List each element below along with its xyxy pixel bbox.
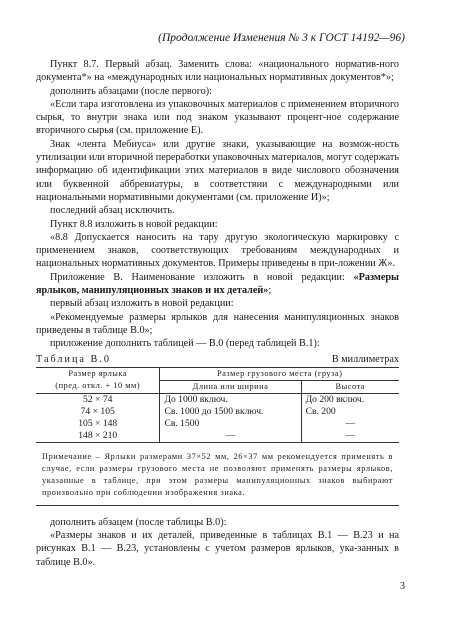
cell-length: — — [160, 430, 301, 443]
table-row — [36, 406, 399, 418]
cell-label-size: 148 × 210 — [36, 430, 160, 443]
cell-height: — — [345, 429, 356, 441]
table-row — [36, 393, 399, 406]
paragraph: Знак «лента Мебиуса» или другие знаки, указывающие на возмож-ность утилизации или вторичной переработки упаковочных материалов, могут содержать информацию об идентификации этих материалов в виде числового обозначения или буквенной аббревиатуры, в соответствии с международными или национальными нормативными документами (см. приложение И)»; — [36, 138, 399, 203]
paragraph: дополнить абзацем (после таблицы В.0): — [50, 516, 227, 528]
group-header: Размер грузового места (груза) — [160, 367, 399, 380]
table-units: В миллиметрах — [331, 353, 399, 365]
cell-label-size: 52 × 74 — [36, 393, 160, 406]
col-length-header: Длина или ширина — [160, 380, 301, 393]
table-row — [36, 418, 399, 430]
paragraph: «Если тара изготовлена из упаковочных материалов с применением вторичного сырья, то внутри знака или под знаком указывают процент-ное содержание вторичного сырья (см. приложение Е). — [36, 98, 399, 137]
cell-height: — — [345, 417, 356, 429]
cell-length: До 1000 включ. — [160, 393, 301, 406]
cell-length: Св. 1500 — [160, 418, 301, 430]
running-header: (Продолжение Изменения № 3 к ГОСТ 14192—96) — [158, 32, 405, 44]
paragraph: Пункт 8.7. Первый абзац. Заменить слова: «национального норматив-ного документа*» на «международных или национальных нормативных документов*»; — [36, 59, 399, 84]
col-label-line1: Размер ярлыка — [68, 368, 128, 378]
cell-length: Св. 1000 до 1500 включ. — [160, 406, 301, 418]
page-number: 3 — [400, 581, 405, 592]
col-height-header: Высота — [301, 380, 399, 393]
paragraph: «Рекомендуемые размеры ярлыков для нанесения манипуляционных знаков приведены в таблице В.0»; — [36, 311, 399, 336]
table-caption: Таблица В.0 — [36, 353, 111, 365]
cell-label-size: 105 × 148 — [36, 418, 160, 430]
paragraph: дополнить абзацами (после первого): — [50, 85, 212, 97]
col-label-line2: (пред. откл. + 10 мм) — [55, 380, 141, 390]
appendix-prefix: Приложение В. Наименование изложить в новой редакции: — [50, 271, 354, 283]
paragraph: «8.8 Допускается наносить на тару другую экологическую маркировку с применением знаков, соответствующих требованиям международных и национальных нормативных документов. Примеры приведены в при-ложении Ж». — [36, 231, 399, 270]
table-row — [36, 430, 399, 443]
document-body — [36, 58, 399, 569]
appendix-paragraph — [36, 271, 399, 298]
paragraph: последний абзац исключить. — [50, 205, 175, 217]
paragraph: первый абзац изложить в новой редакции: — [50, 298, 234, 310]
cell-height: До 200 включ. — [305, 393, 365, 405]
table-caption-row — [36, 353, 399, 366]
paragraph: приложение дополнить таблицей — В.0 (перед таблицей В.1): — [50, 338, 320, 350]
appendix-bold-title: «Размеры ярлыков, манипуляционных знаков и их деталей» — [36, 271, 399, 297]
size-table — [36, 367, 399, 506]
table-note: Примечание – Ярлыки размерами 37×52 мм, 26×37 мм рекомендуется применять в случае, если размеры грузового места не позволяют применять размеры ярлыков, указанные в таблице, при этом размеры манипуляционных знаков выбирают произвольно при соблюдении изображения знака. — [42, 451, 393, 497]
paragraph: «Размеры знаков и их деталей, приведенные в таблицах В.1 — В.23 и на рисунках В.1 — В.23, установлены с учетом размеров ярлыков, ука-занных в таблице В.0». — [36, 530, 399, 568]
col-label-size-header — [36, 367, 160, 393]
cell-label-size: 74 × 105 — [36, 406, 160, 418]
cell-height: Св. 200 — [305, 405, 336, 417]
appendix-suffix: ; — [268, 285, 272, 297]
paragraph: Пункт 8.8 изложить в новой редакции: — [50, 218, 218, 230]
